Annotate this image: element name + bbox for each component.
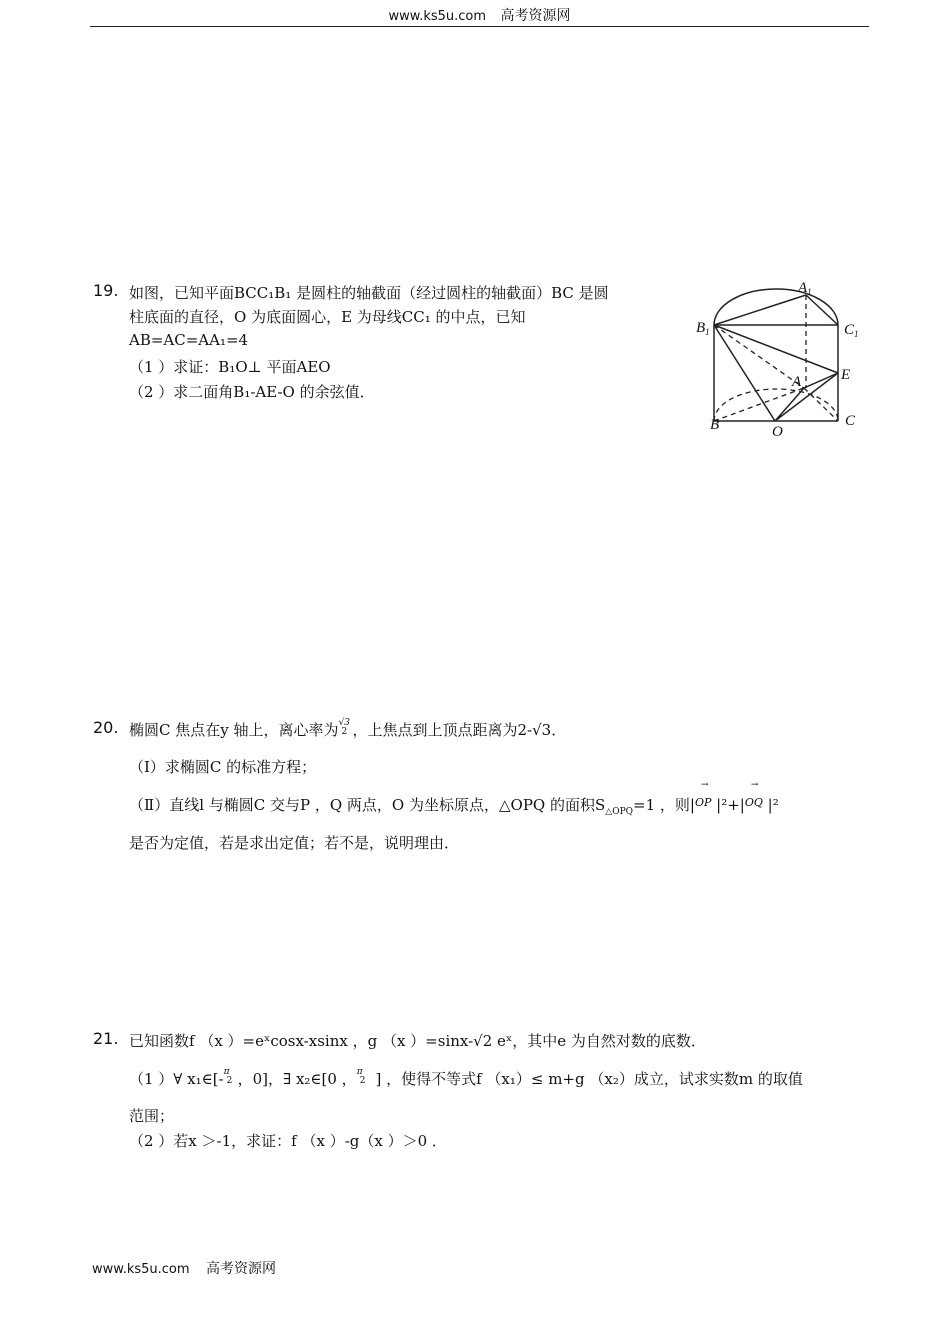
label-C1: $C_1$ — [844, 322, 859, 339]
q21-part1-a: （1 ）∀ x₁∈[- — [129, 1070, 224, 1088]
q19-part1: （1 ）求证：B₁O⊥ 平面AEO — [129, 358, 331, 376]
edge-B1E — [714, 325, 838, 373]
q20-number: 20. — [93, 718, 119, 737]
q21-pi-over-2-second — [356, 1067, 371, 1086]
q19-line1: 如图，已知平面BCC₁B₁ 是圆柱的轴截面（经过圆柱的轴截面）BC 是圆 — [129, 284, 609, 302]
q21-line3: 范围； — [129, 1107, 175, 1125]
edge-AC-dashed — [804, 388, 838, 421]
label-A1: $A_1$ — [798, 280, 812, 297]
label-A: A — [792, 374, 802, 390]
q20-eccentricity-fraction — [338, 718, 353, 737]
q20-frac-top: √3 — [338, 718, 350, 728]
q21-two2: 2 — [359, 1076, 366, 1086]
q19-line2: 柱底面的直径，O 为底面圆心，E 为母线CC₁ 的中点，已知 — [129, 308, 526, 326]
q20-part2-b: =1 ，则| — [633, 796, 695, 814]
label-C: C — [845, 413, 856, 429]
q20-part2-a: （Ⅱ）直线l 与椭圆C 交与P ，Q 两点，O 为坐标原点，△OPQ 的面积S — [129, 796, 606, 814]
q21-part1-c: ] ，使得不等式f （x₁）≤ m+g （x₂）成立，试求实数m 的取值 — [370, 1070, 803, 1088]
q20-line1-a: 椭圆C 焦点在y 轴上，离心率为 — [129, 721, 339, 739]
header-name: 高考资源网 — [500, 8, 571, 24]
q21-two1: 2 — [226, 1076, 233, 1086]
q20-part1: （Ⅰ）求椭圆C 的标准方程； — [129, 758, 317, 776]
edge-B1A-dashed — [714, 325, 804, 388]
label-B1: $B_1$ — [696, 320, 710, 337]
q20-line1-b: ，上焦点到上顶点距离为2-√3． — [352, 721, 567, 739]
q20-vector-OQ — [744, 780, 763, 809]
q20-part2-d: |² — [762, 796, 779, 814]
page-header — [90, 6, 869, 27]
q20-vector-OP-arrow: → — [700, 780, 709, 790]
edge-B1A1 — [714, 295, 806, 325]
label-E: E — [841, 367, 851, 383]
q20-vector-OP — [694, 780, 712, 809]
edge-B1O — [714, 325, 775, 421]
q20-vector-OQ-label: OQ — [744, 796, 763, 809]
header-site: www.ks5u.com — [388, 9, 487, 24]
q21-line1: 已知函数f （x ）=eˣcosx-xsinx ，g （x ）=sinx-√2 eˣ，其中e 为自然对数的底数． — [129, 1032, 706, 1050]
q19-part2: （2 ）求二面角B₁-AE-O 的余弦值． — [129, 383, 375, 401]
edge-OA — [775, 388, 804, 421]
q21-part1 — [129, 1068, 803, 1089]
q21-pi1: π — [223, 1067, 230, 1077]
footer-site: www.ks5u.com — [92, 1262, 190, 1277]
q19-line3: AB=AC=AA₁=4 — [129, 331, 249, 349]
label-O: O — [772, 424, 783, 436]
q20-part2 — [129, 780, 779, 817]
q20-frac-bottom: 2 — [341, 727, 348, 737]
q21-pi2: π — [356, 1067, 363, 1077]
q21-number: 21. — [93, 1029, 119, 1048]
footer-name: 高考资源网 — [206, 1261, 276, 1277]
q20-part2-sub: △OPQ — [605, 807, 634, 817]
q20-part2-c: |²+| — [711, 796, 745, 814]
q20-vector-OP-label: OP — [694, 796, 712, 809]
q20-vector-OQ-arrow: → — [750, 780, 759, 790]
q21-part1-b: ，0]，∃ x₂∈[0 ， — [237, 1070, 357, 1088]
q21-part2: （2 ）若x ＞-1，求证：f （x ）-g（x ）＞0 ． — [129, 1132, 447, 1150]
q19-cylinder-figure — [692, 276, 870, 436]
q21-pi-over-2-first — [223, 1067, 238, 1086]
q20-line3: 是否为定值，若是求出定值；若不是，说明理由． — [129, 834, 460, 852]
edge-BA-dashed — [714, 388, 804, 421]
q19-number: 19. — [93, 281, 119, 300]
figure-bottom-arc — [714, 389, 838, 421]
q20-line1 — [129, 719, 566, 740]
page-footer — [92, 1258, 276, 1278]
label-B: B — [710, 417, 720, 433]
